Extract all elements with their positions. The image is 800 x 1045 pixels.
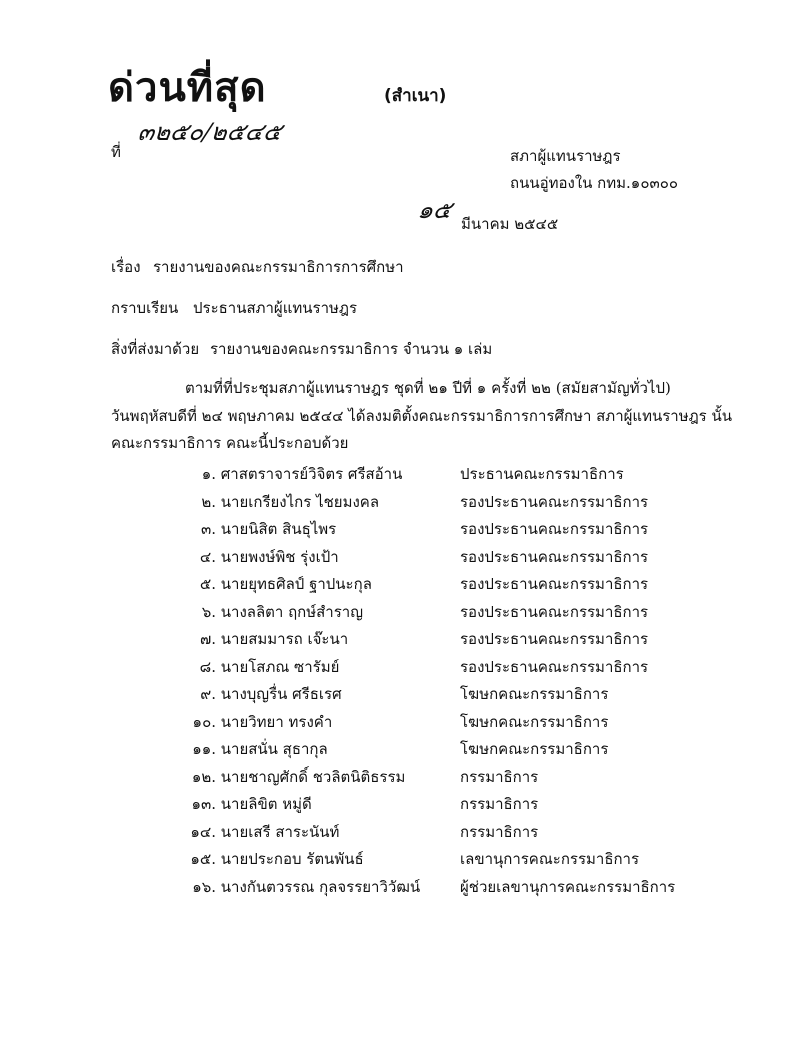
date-day: ๑๕ (416, 196, 454, 224)
enclosure-label: สิ่งที่ส่งมาด้วย (111, 340, 200, 358)
urgent-stamp: ด่วนที่สุด (108, 65, 267, 111)
member-name: นายสนั่น สุธากุล (220, 740, 328, 758)
member-name: นายสมมารถ เจ๊ะนา (220, 630, 349, 648)
member-number: ๑๔. (190, 822, 216, 841)
member-number: ๖. (201, 602, 216, 621)
member-name: นายพงษ์พิช รุ่งเป้า (220, 547, 339, 566)
member-name: นายเสรี สาระนันท์ (220, 822, 340, 841)
member-number: ๕. (199, 575, 216, 593)
member-name: นายวิทยา ทรงคำ (220, 712, 333, 731)
member-role: เลขานุการคณะกรรมาธิการ (460, 850, 640, 868)
copy-mark: (สำเนา) (384, 86, 447, 106)
member-name: นายเกรียงไกร ไชยมงคล (220, 492, 380, 511)
enclosure-text: รายงานของคณะกรรมาธิการ จำนวน ๑ เล่ม (210, 340, 493, 358)
member-number: ๘. (199, 657, 216, 676)
member-number: ๗. (199, 630, 216, 648)
body-line-3: คณะกรรมาธิการ คณะนี้ประกอบด้วย (111, 434, 349, 452)
list-item (180, 681, 740, 709)
subject-text: รายงานของคณะกรรมาธิการการศึกษา (153, 258, 404, 276)
member-number: ๒. (201, 492, 216, 511)
member-name: นายลิขิต หมู่ดี (220, 795, 312, 813)
list-item (180, 626, 740, 654)
list-item (180, 791, 740, 819)
member-number: ๔. (199, 547, 216, 566)
member-number: ๑๐. (192, 712, 216, 731)
list-item (180, 516, 740, 544)
member-role: โฆษกคณะกรรมาธิการ (460, 712, 609, 731)
member-list (180, 461, 740, 901)
list-item (180, 654, 740, 682)
member-name: นายประกอบ รัตนพันธ์ (220, 850, 364, 868)
member-name: ศาสตราจารย์วิจิตร ศรีสอ้าน (220, 465, 403, 483)
list-item (180, 764, 740, 792)
member-number: ๙. (200, 685, 216, 703)
member-number: ๑๒. (191, 767, 216, 786)
member-role: รองประธานคณะกรรมาธิการ (460, 492, 649, 511)
member-name: นางบุญรื่น ศรีธเรศ (220, 685, 342, 703)
member-name: นายชาญศักดิ์ ชวลิตนิติธรรม (220, 767, 406, 786)
list-item (180, 461, 740, 489)
member-number: ๑๖. (192, 877, 216, 896)
member-role: รองประธานคณะกรรมาธิการ (460, 630, 649, 648)
date-month-year: มีนาคม ๒๕๔๕ (461, 215, 559, 233)
body-line-2: วันพฤหัสบดีที่ ๒๔ พฤษภาคม ๒๕๔๔ ได้ลงมติตั้งคณะกรรมาธิการการศึกษา สภาผู้แทนราษฎร นั้น (111, 407, 732, 425)
member-role: กรรมาธิการ (460, 822, 539, 841)
member-name: นางกันตวรรณ กุลจรรยาวิวัฒน์ (220, 877, 421, 896)
organization-name: สภาผู้แทนราษฎร (510, 147, 621, 165)
salutation-text: ประธานสภาผู้แทนราษฎร (193, 299, 358, 317)
member-role: กรรมาธิการ (460, 795, 539, 813)
member-number: ๑๕. (190, 850, 216, 868)
list-item (180, 819, 740, 847)
member-role: รองประธานคณะกรรมาธิการ (460, 602, 649, 621)
member-number: ๑. (201, 465, 216, 483)
list-item (180, 599, 740, 627)
list-item (180, 489, 740, 517)
member-role: รองประธานคณะกรรมาธิการ (460, 575, 649, 593)
member-name: นายยุทธศิลป์ ฐาปนะกุล (220, 575, 372, 593)
subject-label: เรื่อง (111, 258, 141, 276)
member-name: นายโสภณ ซารัมย์ (220, 657, 340, 676)
organization-address: ถนนอู่ทองใน กทม.๑๐๓๐๐ (510, 174, 679, 192)
member-role: รองประธานคณะกรรมาธิการ (460, 657, 649, 676)
member-role: รองประธานคณะกรรมาธิการ (460, 547, 649, 566)
member-role: รองประธานคณะกรรมาธิการ (460, 520, 649, 538)
list-item (180, 709, 740, 737)
list-item (180, 544, 740, 572)
list-item (180, 874, 740, 902)
list-item (180, 736, 740, 764)
member-number: ๑๓. (191, 795, 216, 813)
member-role: กรรมาธิการ (460, 767, 539, 786)
list-item (180, 846, 740, 874)
member-number: ๑๑. (192, 740, 216, 758)
member-role: โฆษกคณะกรรมาธิการ (460, 685, 609, 703)
member-role: ประธานคณะกรรมาธิการ (460, 465, 624, 483)
reference-label: ที่ (111, 143, 121, 161)
salutation-label: กราบเรียน (111, 299, 179, 317)
body-line-1: ตามที่ที่ประชุมสภาผู้แทนราษฎร ชุดที่ ๒๑ ปีที่ ๑ ครั้งที่ ๒๒ (สมัยสามัญทั่วไป) (185, 379, 671, 397)
member-role: ผู้ช่วยเลขานุการคณะกรรมาธิการ (460, 877, 676, 896)
member-name: นางลลิตา ฤกษ์สำราญ (220, 602, 363, 621)
member-role: โฆษกคณะกรรมาธิการ (460, 740, 609, 758)
list-item (180, 571, 740, 599)
member-name: นายนิสิต สินธุไพร (220, 520, 337, 538)
reference-number: ๓๒๕๐/๒๕๔๕ (136, 118, 284, 146)
member-number: ๓. (200, 520, 216, 538)
